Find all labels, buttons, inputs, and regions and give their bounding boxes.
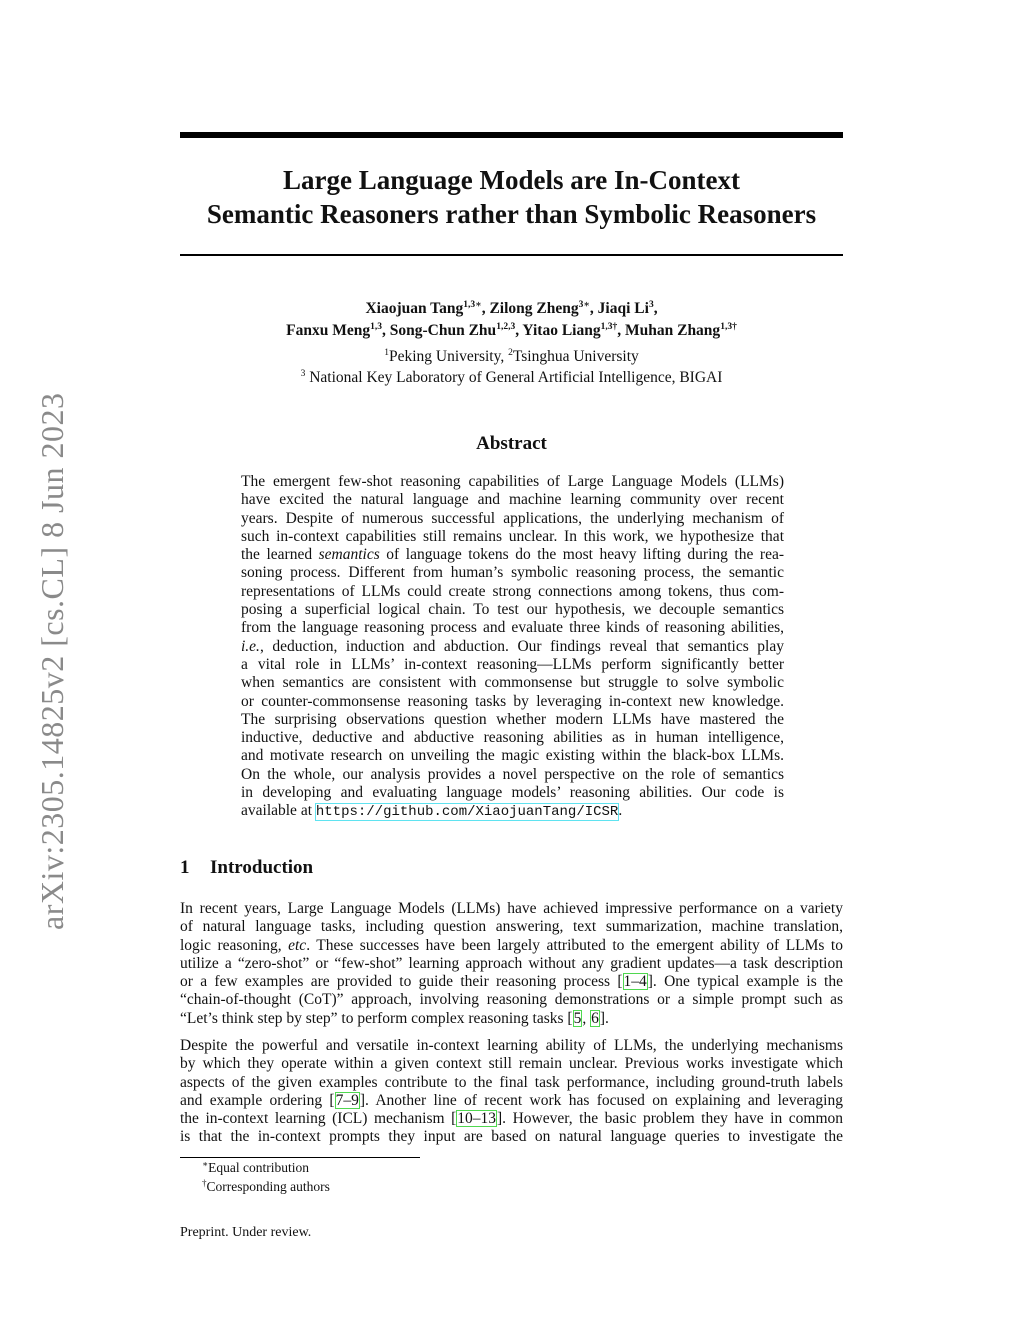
author-affiliation-mark: 1,3	[463, 300, 476, 310]
paragraph-line: Despite the powerful and versatile in-context learning ability of LLMs, the underlying mechanisms	[180, 1037, 843, 1054]
paragraph-line	[180, 1110, 843, 1128]
abstract-text: .	[618, 802, 623, 820]
paragraph-line: is that the in-context prompts they input are based on natural language queries to investigate the	[180, 1128, 843, 1146]
paragraph-text: or a few examples are provided to guide their reasoning process [	[180, 973, 623, 991]
title-top-rule	[180, 132, 843, 138]
author-affiliation-mark: 3	[578, 300, 584, 310]
author-affiliation-mark: 1,2,3	[496, 322, 516, 332]
footnote-corresponding-authors	[202, 1177, 330, 1196]
abstract-line	[241, 546, 784, 564]
author-name: Song-Chun Zhu	[389, 322, 497, 339]
author-line-2: Fanxu Meng$^{1,3}$, Song-Chun Zhu$^{1,2,3}$, Yitao Liang$^{1,3\dagger}$, Muhan Zhang$^{1,3\dagger}$	[286, 322, 737, 339]
author-corresponding-mark: †	[732, 322, 737, 332]
paragraph-line	[180, 1092, 843, 1110]
abstract-line: and motivate research on unveiling the magic existing within the black-box LLMs.	[241, 747, 784, 765]
author-name: Muhan Zhang	[624, 322, 721, 339]
author-list	[180, 298, 843, 342]
footnote-mark: †	[202, 1178, 207, 1188]
abstract-heading: Abstract	[476, 433, 547, 454]
paragraph-text: ]. However, the basic problem they have in common	[497, 1110, 844, 1128]
paragraph-text: logic reasoning,	[180, 936, 289, 954]
author-line-1: Xiaojuan Tang$^{1,3∗}$, Zilong Zheng$^{3∗}$, Jiaqi Li$^3$,	[365, 300, 658, 317]
abstract-line: in developing and evaluating language models’ reasoning abilities. Our code is	[241, 784, 784, 802]
abstract-line: from the language reasoning process and evaluate three kinds of reasoning abilities,	[241, 619, 784, 637]
citation-link[interactable]: 5	[573, 1009, 582, 1027]
section-heading-introduction	[180, 856, 313, 880]
paragraph-line: by which they operate within a given context still remain unclear. Previous works investigate which	[180, 1055, 843, 1073]
paragraph-text: ].	[599, 1009, 609, 1027]
abstract-emphasis: i.e.	[241, 637, 260, 655]
citation-link[interactable]: 6	[591, 1009, 599, 1027]
abstract-text: available at	[241, 802, 316, 820]
footnote-text: Corresponding authors	[206, 1179, 330, 1194]
paragraph-line: utilize a “zero-shot” or “few-shot” learning approach without any gradient updates—a task description	[180, 954, 843, 972]
abstract-line: years. Despite of numerous successful applications, the underlying mechanism of	[241, 509, 784, 527]
abstract-line: inductive, deductive and abductive reasoning abilities as in human intelligence,	[241, 729, 784, 747]
intro-paragraph-1	[180, 900, 843, 1028]
footnote-mark: ∗	[202, 1159, 209, 1169]
title-line-1: Large Language Models are In-Context	[283, 165, 740, 195]
footnote-text: Equal contribution	[208, 1160, 309, 1175]
abstract-line: such in-context capabilities still remains unclear. In this work, we hypothesize that	[241, 527, 784, 545]
paragraph-line	[180, 937, 843, 955]
paragraph-line	[180, 1010, 843, 1028]
paragraph-line	[180, 973, 843, 991]
citation-link[interactable]: 10–13	[457, 1110, 496, 1128]
code-repository-link[interactable]: https://github.com/XiaojuanTang/ICSR	[315, 804, 619, 821]
author-name: Jiaqi Li	[597, 300, 649, 317]
abstract-line: when semantics are consistent with commonsense but struggle to solve symbolic	[241, 674, 784, 692]
footnotes	[202, 1158, 330, 1196]
paragraph-line: of natural language tasks, including question answering, text summarization, machine translation,	[180, 918, 843, 936]
abstract-line: On the whole, our analysis provides a novel perspective on the role of semantics	[241, 765, 784, 783]
section-number: 1	[180, 857, 190, 878]
affiliation-line-1	[180, 346, 843, 367]
abstract-line	[241, 802, 784, 821]
author-name: Xiaojuan Tang	[365, 300, 464, 317]
arxiv-identifier-stamp	[34, 370, 70, 930]
title-bottom-rule	[180, 254, 843, 256]
abstract-emphasis: semantics	[318, 546, 380, 564]
abstract-text: of language tokens do the most heavy lifting during the rea-	[379, 546, 784, 564]
author-affiliation-mark: 1,3	[600, 322, 613, 332]
affiliation-mark: 1	[384, 348, 389, 358]
section-title: Introduction	[210, 857, 314, 878]
abstract-line: soning process. Different from human’s symbolic reasoning process, the semantic	[241, 564, 784, 582]
paragraph-text: the in-context learning (ICL) mechanism [	[180, 1110, 457, 1128]
title-line-2: Semantic Reasoners rather than Symbolic Reasoners	[206, 199, 817, 229]
citation-link[interactable]: 1–4	[623, 973, 647, 991]
paragraph-text: “Let’s think step by step” to perform complex reasoning tasks [	[180, 1009, 573, 1027]
author-name: Yitao Liang	[522, 322, 601, 339]
paragraph-line: aspects of the given examples contribute to the final task performance, including ground-truth labels	[180, 1073, 843, 1091]
abstract-line: a vital role in LLMs’ in-context reasoning—LLMs perform significantly better	[241, 655, 784, 673]
paragraph-text: ]. One typical example is the	[647, 973, 843, 991]
author-name: Zilong Zheng	[489, 300, 579, 317]
abstract-line	[241, 638, 784, 656]
author-contribution-mark: ∗	[475, 300, 482, 310]
paragraph-line: “chain-of-thought (CoT)” approach, involving reasoning demonstrations or a simple prompt such as	[180, 991, 843, 1009]
author-affiliation-mark: 1,3	[370, 322, 383, 332]
abstract-text: , deduction, induction and abduction. Our findings reveal that semantics play	[259, 637, 784, 655]
citation-link[interactable]: 7–9	[335, 1091, 359, 1109]
abstract-line: or counter-commonsense reasoning tasks by leveraging in-context new knowledge.	[241, 692, 784, 710]
abstract-body	[241, 473, 784, 822]
author-affiliation-mark: 3	[648, 300, 654, 310]
affiliations	[180, 346, 843, 388]
footnote-equal-contribution	[202, 1158, 330, 1177]
abstract-line: have excited the natural language and machine learning community over recent	[241, 491, 784, 509]
paragraph-text: ,	[582, 1009, 591, 1027]
abstract-line: representations of LLMs could create strong connections among tokens, thus com-	[241, 582, 784, 600]
author-contribution-mark: ∗	[583, 300, 590, 310]
abstract-line: The emergent few-shot reasoning capabilities of Large Language Models (LLMs)	[241, 473, 784, 490]
affiliation-line-2	[180, 367, 843, 388]
affiliation-name: National Key Laboratory of General Artificial Intelligence, BIGAI	[305, 369, 723, 386]
preprint-notice: Preprint. Under review.	[180, 1225, 312, 1240]
affiliation-mark: 3	[300, 369, 306, 379]
author-corresponding-mark: †	[612, 322, 618, 332]
abstract-line: posing a superficial logical chain. To test our hypothesis, we decouple semantics	[241, 601, 784, 619]
author-name: Fanxu Meng	[286, 322, 371, 339]
paragraph-text: ]. Another line of recent work has focused on explaining and leveraging	[359, 1091, 843, 1109]
paragraph-text: and example ordering [	[180, 1091, 335, 1109]
affiliation-name: Peking University,	[388, 348, 509, 365]
intro-paragraph-2	[180, 1037, 843, 1147]
arxiv-stamp-text: arXiv:2305.14825v2 [cs.CL] 8 Jun 2023	[34, 392, 70, 930]
paper-title	[180, 163, 843, 231]
abstract-line: The surprising observations question whether modern LLMs have mastered the	[241, 710, 784, 728]
affiliation-name: Tsinghua University	[512, 348, 639, 365]
paragraph-emphasis: etc	[288, 936, 307, 954]
abstract-text: the learned	[241, 546, 319, 564]
author-affiliation-mark: 1,3	[720, 322, 733, 332]
paragraph-text: . These successes have been largely attributed to the emergent ability of LLMs to	[306, 936, 843, 954]
paragraph-line: In recent years, Large Language Models (LLMs) have achieved impressive performance on a variety	[180, 900, 843, 917]
affiliation-mark: 2	[508, 348, 513, 358]
